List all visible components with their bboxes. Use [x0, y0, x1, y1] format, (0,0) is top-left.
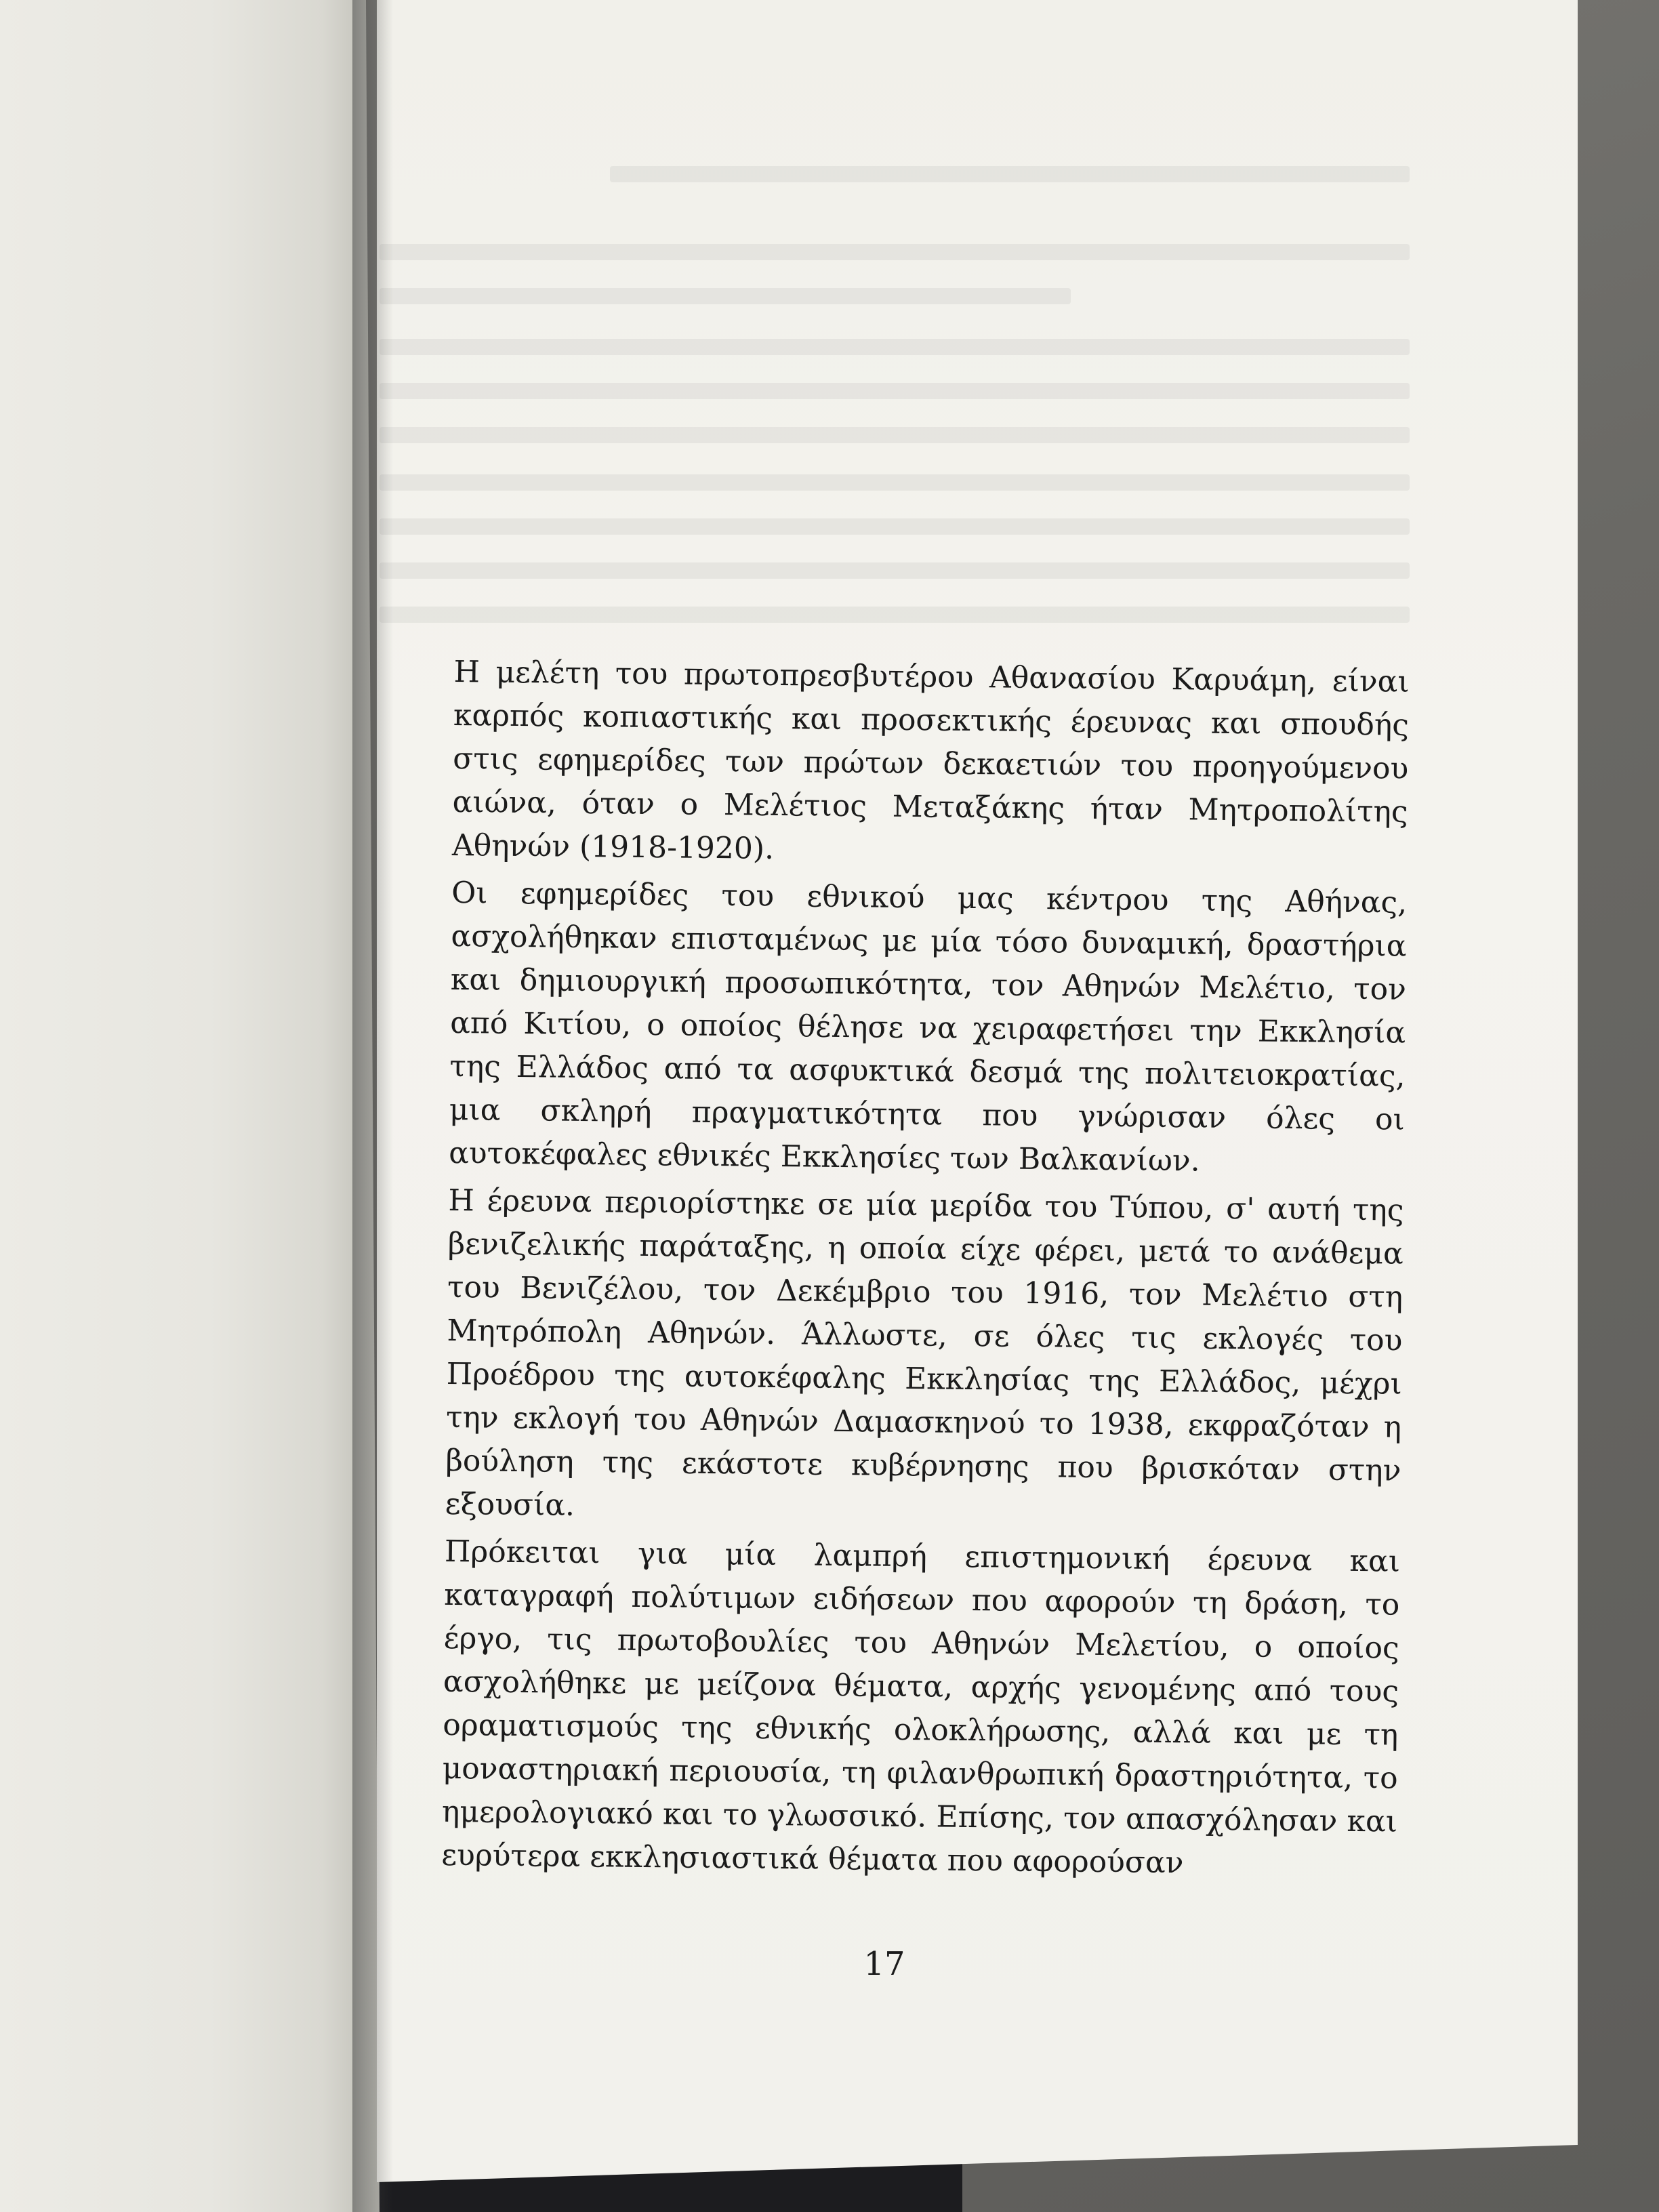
page-number: 17	[863, 1945, 905, 1983]
paragraph-1: Η μελέτη του πρωτοπρεσβυτέρου Αθανασίου Καρυάμη, είναι καρπός κοπιαστικής και προσεκτικής έρευνας και σπουδής στις εφημερίδες των πρώτων δεκαετιών του προηγούμενου αιώνα, όταν ο Μελέτιος Μεταξάκης ήταν Μητροπολίτης Αθηνών (1918-1920).	[451, 654, 1410, 866]
paragraph-3: Η έρευνα περιορίστηκε σε μία μερίδα του Τύπου, σ' αυτή της βενιζελικής παράταξης, η οποία είχε φέρει, μετά το ανάθεμα του Βενιζέλου, τον Δεκέμβριο του 1916, τον Μελέτιο στη Μητρόπολη Αθηνών. Άλλωστε, σε όλες τις εκλογές του Προέδρου της αυτοκέφαλης Εκκλησίας της Ελλάδος, μέχρι την εκλογή του Αθηνών Δαμασκηνού το 1938, εκφραζόταν η βούληση της εκάστοτε κυβέρνησης που βρισκόταν στην εξουσία.	[445, 1183, 1404, 1523]
paragraph-4: Πρόκειται για μία λαμπρή επιστημονική έρευνα και καταγραφή πολύτιμων ειδήσεων που αφορούν τη δράση, το έργο, τις πρωτοβουλίες του Αθηνών Μελετίου, ο οποίος ασχολήθηκε με μείζονα θέματα, αρχής γενομένης από τους οραματισμούς της εθνικής ολοκλήρωσης, αλλά και με τη μοναστηριακή περιουσία, τη φιλανθρωπική δραστηριότητα, το ημερολογιακό και το γλωσσικό. Επίσης, τον απασχόλησαν και ευρύτερα εκκλησιαστικά θέματα που αφορούσαν	[441, 1534, 1401, 1881]
paragraph-2: Οι εφημερίδες του εθνικού μας κέντρου της Αθήνας, ασχολήθηκαν επισταμένως με μία τόσο δυναμική, δραστήρια και δημιουργική προσωπικότητα, τον Αθηνών Μελέτιο, τον από Κιτίου, ο οποίος θέλησε να χειραφετήσει την Εκκλησία της Ελλάδος από τα ασφυκτικά δεσμά της πολιτειοκρατίας, μια σκληρή πραγματικότητα που γνώρισαν όλες οι αυτοκέφαλες εθνικές Εκκλησίες των Βαλκανίων.	[448, 875, 1408, 1179]
body-text	[441, 651, 1410, 1891]
gutter-shadow	[352, 0, 393, 2212]
left-page	[0, 0, 380, 2212]
